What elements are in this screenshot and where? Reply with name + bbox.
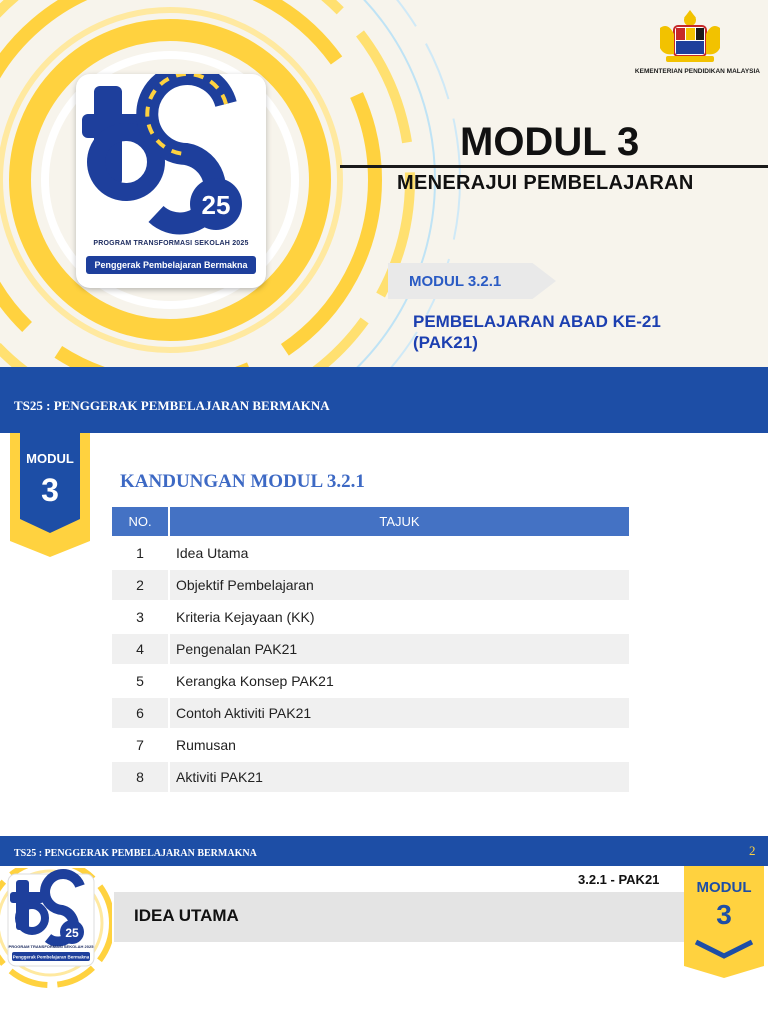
table-row (112, 570, 629, 600)
row-number: 6 (112, 698, 168, 728)
row-number: 7 (112, 730, 168, 760)
header-tajuk: TAJUK (170, 507, 629, 536)
topic-title (413, 311, 733, 353)
row-title: Contoh Aktiviti PAK21 (170, 698, 629, 728)
ts25-mini-logo (0, 868, 112, 988)
title-divider (340, 165, 768, 168)
badge-word: MODUL (26, 451, 74, 466)
table-row (112, 538, 629, 568)
slide-2 (0, 866, 768, 1024)
contents-title: KANDUNGAN MODUL 3.2.1 (120, 471, 365, 492)
row-title: Kriteria Kejayaan (KK) (170, 602, 629, 632)
coat-of-arms-icon (654, 8, 726, 66)
page-number: 2 (749, 843, 756, 858)
table-row (112, 634, 629, 664)
row-title: Pengenalan PAK21 (170, 634, 629, 664)
modul-badge (10, 433, 90, 557)
row-number: 5 (112, 666, 168, 696)
table-row (112, 602, 629, 632)
row-title: Rumusan (170, 730, 629, 760)
ministry-name: KEMENTERIAN PENDIDIKAN MALAYSIA (634, 68, 760, 75)
mini-logo-number: 25 (65, 926, 79, 940)
module-subtitle: MENERAJUI PEMBELAJARAN (397, 172, 694, 194)
module-title: MODUL 3 (460, 120, 640, 164)
mini-logo-tagline: Penggerak Pembelajaran Bermakna (12, 954, 90, 960)
slide-2-module-code: 3.2.1 - PAK21 (578, 872, 660, 887)
badge-number: 3 (41, 472, 59, 508)
slide-2-heading: IDEA UTAMA (134, 906, 239, 925)
row-title: Aktiviti PAK21 (170, 762, 629, 792)
table-row (112, 698, 629, 728)
modul-badge-slide-2 (684, 866, 764, 978)
table-row (112, 762, 629, 792)
header-no: NO. (112, 507, 168, 536)
badge-2-number: 3 (716, 899, 732, 930)
topic-line-2: (PAK21) (413, 333, 478, 352)
banner-text: TS25 : PENGGERAK PEMBELAJARAN BERMAKNA (14, 398, 330, 413)
badge-2-word: MODUL (696, 879, 752, 896)
row-title: Idea Utama (170, 538, 629, 568)
row-number: 1 (112, 538, 168, 568)
slide-1 (0, 0, 768, 367)
table-row (112, 666, 629, 696)
logo-brand-number: 25 (201, 190, 231, 220)
row-number: 3 (112, 602, 168, 632)
row-number: 2 (112, 570, 168, 600)
ts25-logo (76, 74, 266, 288)
row-number: 4 (112, 634, 168, 664)
logo-program-text: PROGRAM TRANSFORMASI SEKOLAH 2025 (93, 240, 249, 247)
table-header (112, 507, 629, 536)
contents-table (112, 507, 629, 792)
table-row (112, 730, 629, 760)
slide-2-banner-text: TS25 : PENGGERAK PEMBELAJARAN BERMAKNA (14, 848, 257, 859)
logo-tagline: Penggerak Pembelajaran Bermakna (86, 256, 256, 274)
mini-logo-program: PROGRAM TRANSFORMASI SEKOLAH 2025 (8, 944, 94, 949)
module-code-label: MODUL 3.2.1 (409, 273, 502, 290)
row-title: Objektif Pembelajaran (170, 570, 629, 600)
row-title: Kerangka Konsep PAK21 (170, 666, 629, 696)
row-number: 8 (112, 762, 168, 792)
topic-line-1: PEMBELAJARAN ABAD KE-21 (413, 312, 661, 331)
